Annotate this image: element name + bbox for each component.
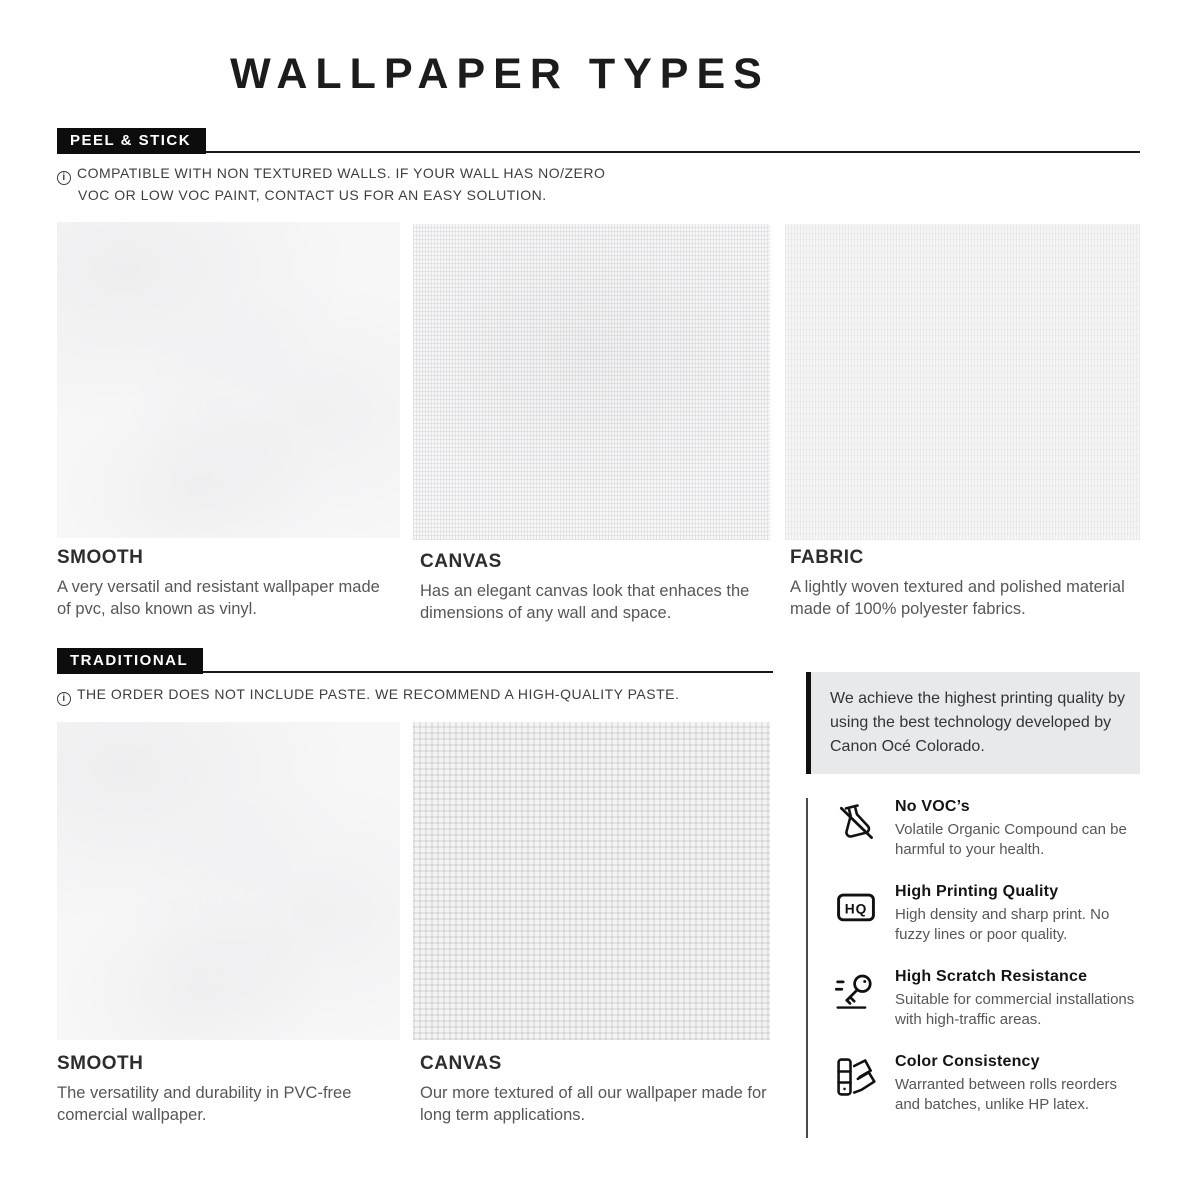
swatch-title: CANVAS xyxy=(420,551,502,572)
peel-stick-divider xyxy=(57,151,1140,153)
no-voc-flask-icon xyxy=(834,800,878,844)
feature-description: Volatile Organic Compound can be harmful to your health. xyxy=(895,821,1127,858)
traditional-note xyxy=(57,684,777,706)
printing-quality-quote: We achieve the highest printing quality by using the best technology developed by Canon Océ Colorado. xyxy=(806,672,1140,774)
caption-peel-canvas xyxy=(420,551,770,624)
feature-title: No VOC’s xyxy=(895,798,970,815)
swatch-description: Has an elegant canvas look that enhaces the dimensions of any wall and space. xyxy=(420,582,750,622)
swatch-description: Our more textured of all our wallpaper made for long term applications. xyxy=(420,1084,767,1124)
feature-title: High Printing Quality xyxy=(895,883,1059,900)
peel-stick-note-line1: COMPATIBLE WITH NON TEXTURED WALLS. IF YOUR WALL HAS NO/ZERO xyxy=(77,165,606,181)
info-icon: i xyxy=(57,171,71,185)
feature-list xyxy=(806,798,1140,1138)
swatch-traditional-canvas xyxy=(413,722,770,1040)
traditional-note-line1: THE ORDER DOES NOT INCLUDE PASTE. WE RECOMMEND A HIGH-QUALITY PASTE. xyxy=(77,686,680,702)
peel-stick-note-line2: VOC OR LOW VOC PAINT, CONTACT US FOR AN EASY SOLUTION. xyxy=(78,187,547,203)
swatch-title: SMOOTH xyxy=(57,1053,144,1074)
feature-description: Warranted between rolls reorders and batches, unlike HP latex. xyxy=(895,1076,1118,1113)
color-swatchbook-icon xyxy=(834,1055,878,1099)
swatch-traditional-smooth xyxy=(57,722,400,1040)
swatch-description: The versatility and durability in PVC-free comercial wallpaper. xyxy=(57,1084,352,1124)
caption-peel-fabric xyxy=(790,547,1145,620)
caption-traditional-smooth xyxy=(57,1053,397,1126)
swatch-description: A very versatil and resistant wallpaper made of pvc, also known as vinyl. xyxy=(57,578,380,618)
feature-high-printing-quality xyxy=(834,883,1140,945)
swatch-peel-canvas xyxy=(413,224,770,540)
swatch-peel-fabric xyxy=(785,224,1140,540)
feature-description: High density and sharp print. No fuzzy lines or poor quality. xyxy=(895,906,1110,943)
scratch-key-icon xyxy=(834,970,878,1014)
feature-no-voc xyxy=(834,798,1140,860)
swatch-title: SMOOTH xyxy=(57,547,144,568)
feature-title: High Scratch Resistance xyxy=(895,968,1088,985)
swatch-peel-smooth xyxy=(57,222,400,538)
peel-stick-note xyxy=(57,163,757,206)
feature-title: Color Consistency xyxy=(895,1053,1040,1070)
swatch-description: A lightly woven textured and polished material made of 100% polyester fabrics. xyxy=(790,578,1125,618)
svg-text:HQ: HQ xyxy=(844,901,868,917)
feature-color-consistency xyxy=(834,1053,1140,1115)
swatch-title: FABRIC xyxy=(790,547,864,568)
info-icon: i xyxy=(57,692,71,706)
section-label-traditional: TRADITIONAL xyxy=(57,648,203,674)
hq-badge-icon xyxy=(834,885,878,929)
swatch-title: CANVAS xyxy=(420,1053,502,1074)
section-label-peel-stick: PEEL & STICK xyxy=(57,128,206,154)
caption-traditional-canvas xyxy=(420,1053,780,1126)
feature-description: Suitable for commercial installations with high-traffic areas. xyxy=(895,991,1135,1028)
caption-peel-smooth xyxy=(57,547,397,620)
page-title: WALLPAPER TYPES xyxy=(230,50,770,98)
feature-scratch-resistance xyxy=(834,968,1140,1030)
